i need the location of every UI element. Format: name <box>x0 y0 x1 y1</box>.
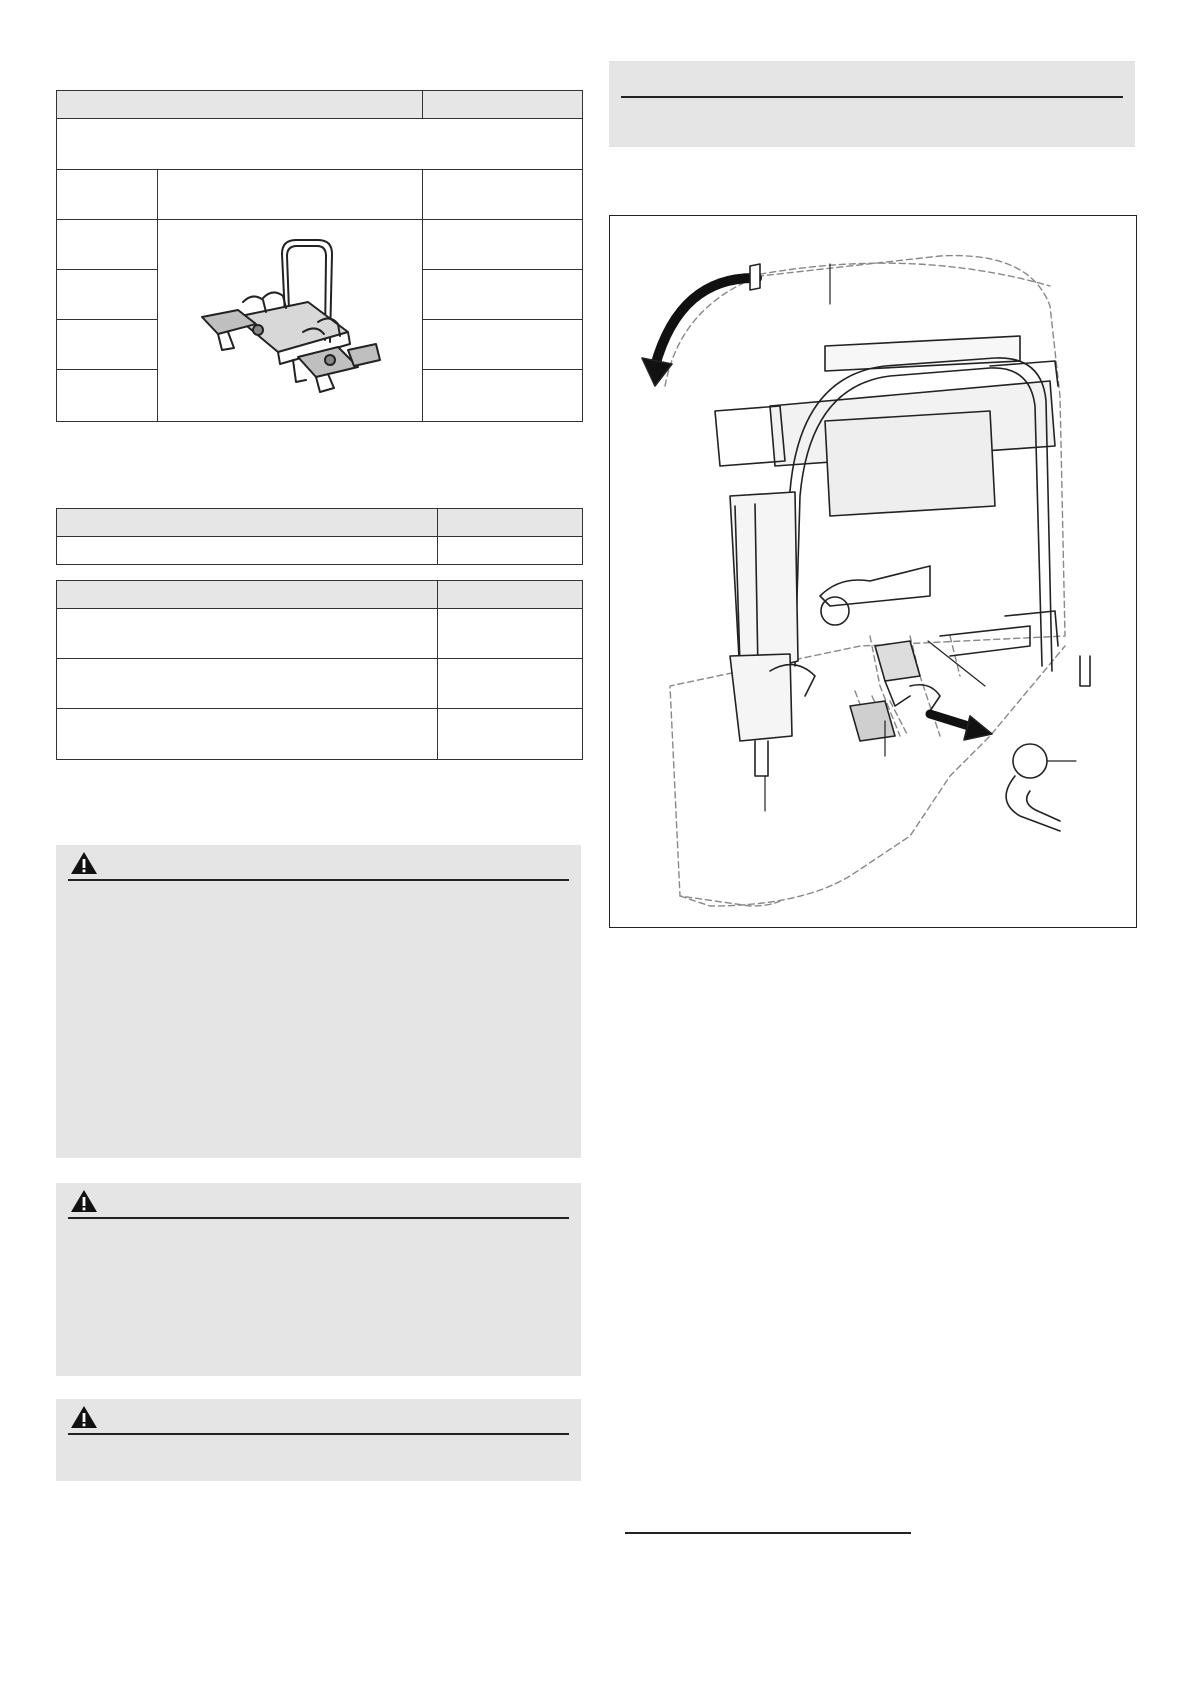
spec-table-row <box>56 658 438 709</box>
product-table-description-row <box>56 118 583 170</box>
warning-triangle-icon <box>70 1405 98 1429</box>
spec-table-header-main <box>56 580 438 609</box>
note-panel <box>609 61 1135 147</box>
weight-table-header-side <box>437 508 583 537</box>
product-table-row-value <box>422 269 583 320</box>
spec-table-row-value <box>437 708 583 760</box>
product-table-row-label <box>56 369 158 422</box>
weight-table-header-main <box>56 508 438 537</box>
product-table-row-label <box>56 319 158 370</box>
warning-panel <box>56 1399 581 1481</box>
note-divider <box>621 96 1123 98</box>
product-table-row-value <box>422 219 583 270</box>
weight-table-row-value <box>437 536 583 565</box>
warning-divider <box>68 879 569 881</box>
spec-table-row <box>56 608 438 659</box>
warning-divider <box>68 1433 569 1435</box>
product-table-row-value <box>422 169 583 220</box>
footnote-rule <box>625 1532 911 1534</box>
product-table-row-label <box>56 219 158 270</box>
weight-table-row <box>56 536 438 565</box>
product-image-cell <box>157 219 423 422</box>
warning-panel <box>56 1183 581 1376</box>
warning-triangle-icon <box>70 1189 98 1213</box>
product-table-row-value <box>422 319 583 370</box>
spec-table-row-value <box>437 608 583 659</box>
product-table-row-value <box>422 369 583 422</box>
figure-frame <box>609 215 1137 928</box>
product-table-row-desc <box>157 169 423 220</box>
product-table-header-side <box>422 90 583 119</box>
bike-carrier-product-icon <box>198 232 383 407</box>
spec-table-row-value <box>437 658 583 709</box>
spec-table-row <box>56 708 438 760</box>
warning-divider <box>68 1217 569 1219</box>
spec-table-header-side <box>437 580 583 609</box>
warning-triangle-icon <box>70 851 98 875</box>
warning-panel <box>56 845 581 1158</box>
product-table-header-main <box>56 90 423 119</box>
product-table-row-label <box>56 269 158 320</box>
product-table-row-label <box>56 169 158 220</box>
bike-carrier-tilt-illustration <box>610 216 1135 926</box>
